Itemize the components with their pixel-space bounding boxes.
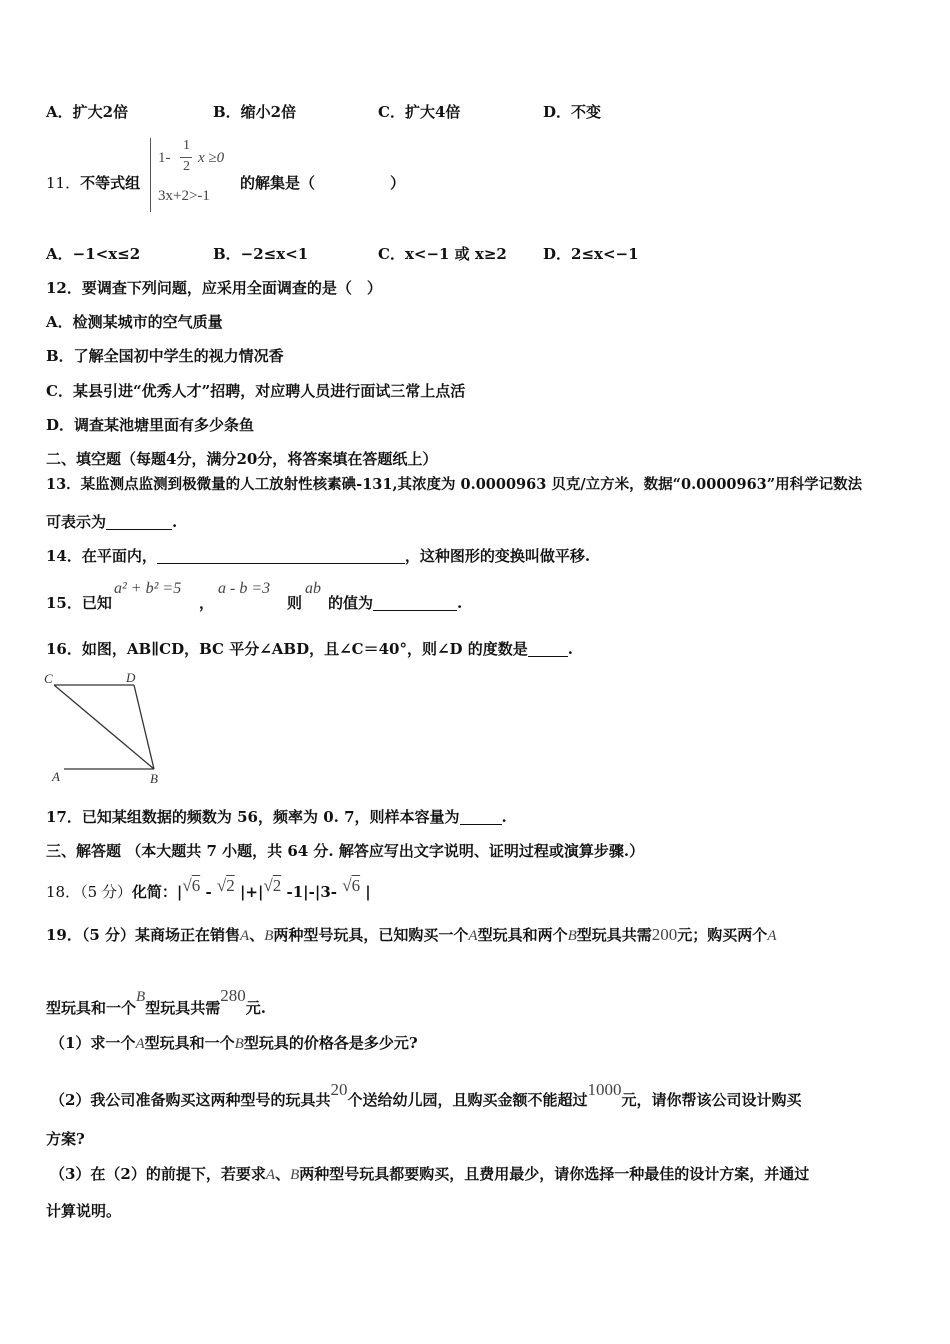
ineq1-a: 1- [158, 150, 171, 166]
sqrt-6: √6 [342, 876, 361, 895]
q15-end: . [457, 594, 463, 612]
number-1000: 1000 [587, 1080, 622, 1099]
q18-minus: - [200, 883, 217, 901]
q11-prefix: 不等式组 [80, 174, 141, 192]
var-b: B [567, 928, 577, 944]
q12-option-b: B．了解全国初中学生的视力情况香 [46, 347, 284, 365]
answer-blank [157, 549, 405, 564]
q12-stem: 12．要调查下列问题，应采用全面调查的是（ ） [46, 279, 382, 297]
label-d: D [126, 670, 136, 685]
q18-b: |+| [234, 883, 264, 901]
var-a: A [135, 1036, 145, 1052]
q11-option-b: B．−2≤x<1 [213, 245, 309, 263]
q19-part3 [50, 1164, 809, 1185]
q19-l2c: 元. [245, 999, 266, 1017]
q11-stem [46, 173, 140, 193]
q12-option-c: C．某县引进“优秀人才”招聘，对应聘人员进行面试三常上点活 [46, 382, 466, 400]
q11-option-a: A．−1<x≤2 [46, 245, 141, 263]
q12-option-a: A．检测某城市的空气质量 [46, 313, 223, 331]
q15-prefix: 15．已知 [46, 594, 112, 612]
q14 [46, 546, 590, 566]
q19-l1b: 两种型号玩具，已知购买一个 [273, 926, 469, 944]
segment-cb [54, 685, 154, 769]
section-2-heading: 二、填空题（每题4分，满分20分，将答案填在答题纸上） [46, 450, 438, 468]
q16-end: . [567, 640, 574, 658]
var-b: B [136, 989, 146, 1005]
label-b: B [150, 771, 158, 786]
q19-part3-cont: 计算说明。 [46, 1202, 122, 1220]
q18-c: -1|-|3- [281, 883, 343, 901]
var-b: B [290, 1167, 300, 1183]
ineq2: 3x+2>-1 [158, 188, 210, 204]
label-c: C [44, 671, 53, 686]
ineq1-den: 2 [183, 159, 190, 174]
section-3-heading: 三、解答题 （本大题共 7 小题，共 64 分. 解答应写出文字说明、证明过程或演算步骤.） [46, 842, 645, 860]
q19-l1e: 元；购买两个 [677, 926, 768, 944]
var-a: A [265, 1167, 276, 1183]
q19-l1d: 型玩具共需 [576, 926, 652, 944]
q19-p1c: 型玩具的价格各是多少元? [243, 1034, 418, 1052]
brace [150, 138, 157, 212]
q10-option-d: D．不变 [543, 103, 602, 121]
sep: 、 [275, 1165, 291, 1183]
q19-p2c: 元，请你帮该公司设计购买 [621, 1091, 802, 1109]
q17 [46, 807, 507, 827]
segment-db [134, 685, 154, 769]
q19-l1a: 19．（5 分）某商场正在销售 [46, 926, 241, 944]
q17-a: 17．已知某组数据的频数为 56，频率为 0. 7，则样本容量为 [46, 808, 460, 826]
sqrt-2: √2 [263, 876, 282, 895]
q10-option-a: A．扩大2倍 [46, 103, 129, 121]
label-a: A [52, 769, 60, 784]
q13-line2 [46, 512, 177, 532]
q19-p2a: （2）我公司准备购买这两种型号的玩具共 [50, 1091, 331, 1109]
q18-number: 18．（5 分） [46, 883, 132, 901]
answer-blank [106, 515, 172, 530]
q15-eq2: a - b =3 [218, 580, 271, 597]
q14-a: 14．在平面内， [46, 547, 157, 565]
q19-part1 [50, 1033, 418, 1054]
q12-option-d: D．调查某池塘里面有多少条鱼 [46, 416, 255, 434]
var-a: A [240, 928, 250, 944]
q19-l2b: 型玩具共需 [145, 999, 221, 1017]
q15-then: 则 [287, 594, 303, 612]
q18-d: | [360, 883, 371, 901]
var-a: A [468, 928, 478, 944]
q18 [46, 876, 371, 902]
q19-line2 [46, 986, 266, 1018]
q16-text: 16．如图，AB∥CD，BC 平分∠ABD，且∠C＝40°，则∠D 的度数是 [46, 640, 528, 658]
answer-blank [460, 810, 502, 825]
q14-b: ，这种图形的变换叫做平移. [404, 547, 591, 565]
q19-p2b: 个送给幼儿园，且购买金额不能超过 [347, 1091, 588, 1109]
q19-l1c: 型玩具和两个 [477, 926, 568, 944]
sep: 、 [249, 926, 265, 944]
var-b: B [234, 1036, 244, 1052]
q19-p3a: （3）在（2）的前提下，若要求 [50, 1165, 266, 1183]
q18-a: 化简：| [131, 883, 183, 901]
q11-option-d: D．2≤x<−1 [543, 245, 639, 263]
q15-b: 的值为 [328, 594, 374, 612]
radicand: 6 [191, 876, 201, 895]
q19-part2-cont: 方案? [46, 1130, 85, 1148]
q13-line1: 13．某监测点监测到极微量的人工放射性核素碘-131,其浓度为 0.0000963 贝克/立方米，数据“0.0000963”用科学记数法 [46, 476, 863, 493]
q15-suffix [328, 593, 462, 613]
q19-p1a: （1）求一个 [50, 1034, 136, 1052]
q11-inequality-system [150, 138, 236, 214]
q13-end: . [172, 513, 178, 531]
ineq1-num: 1 [183, 138, 190, 153]
q10-option-b: B．缩小2倍 [213, 103, 297, 121]
var-a: A [767, 928, 777, 944]
number-280: 280 [220, 986, 246, 1005]
sqrt-6: √6 [182, 876, 201, 895]
q19-part2 [50, 1080, 801, 1110]
q11-option-c: C．x<−1 或 x≥2 [378, 245, 507, 263]
q17-end: . [501, 808, 507, 826]
q19-l2a: 型玩具和一个 [46, 999, 137, 1017]
var-b: B [264, 928, 274, 944]
sqrt-2: √2 [216, 876, 235, 895]
q15-comma: ， [199, 594, 215, 612]
radicand: 2 [272, 876, 282, 895]
q15-ab: ab [305, 580, 321, 597]
q11-number: 11． [46, 174, 81, 192]
fraction-bar [180, 157, 192, 158]
q16 [46, 639, 573, 659]
radicand: 2 [226, 876, 235, 895]
q10-option-c: C．扩大4倍 [378, 103, 461, 121]
answer-blank [373, 596, 457, 611]
q19-line1 [46, 925, 776, 946]
q13-line2a: 可表示为 [46, 513, 107, 531]
q11-suffix: 的解集是（ ） [240, 174, 406, 192]
q19-p1b: 型玩具和一个 [144, 1034, 235, 1052]
number-20: 20 [330, 1080, 348, 1099]
radicand: 6 [351, 876, 361, 895]
answer-blank [528, 642, 568, 657]
q15-eq1: a² + b² =5 [114, 580, 182, 597]
number-200: 200 [651, 925, 678, 944]
q16-figure [44, 668, 174, 788]
ineq1-b: x ≥0 [198, 150, 225, 166]
q19-p3b: 两种型号玩具都要购买，且费用最少，请你选择一种最佳的设计方案，并通过 [299, 1165, 810, 1183]
